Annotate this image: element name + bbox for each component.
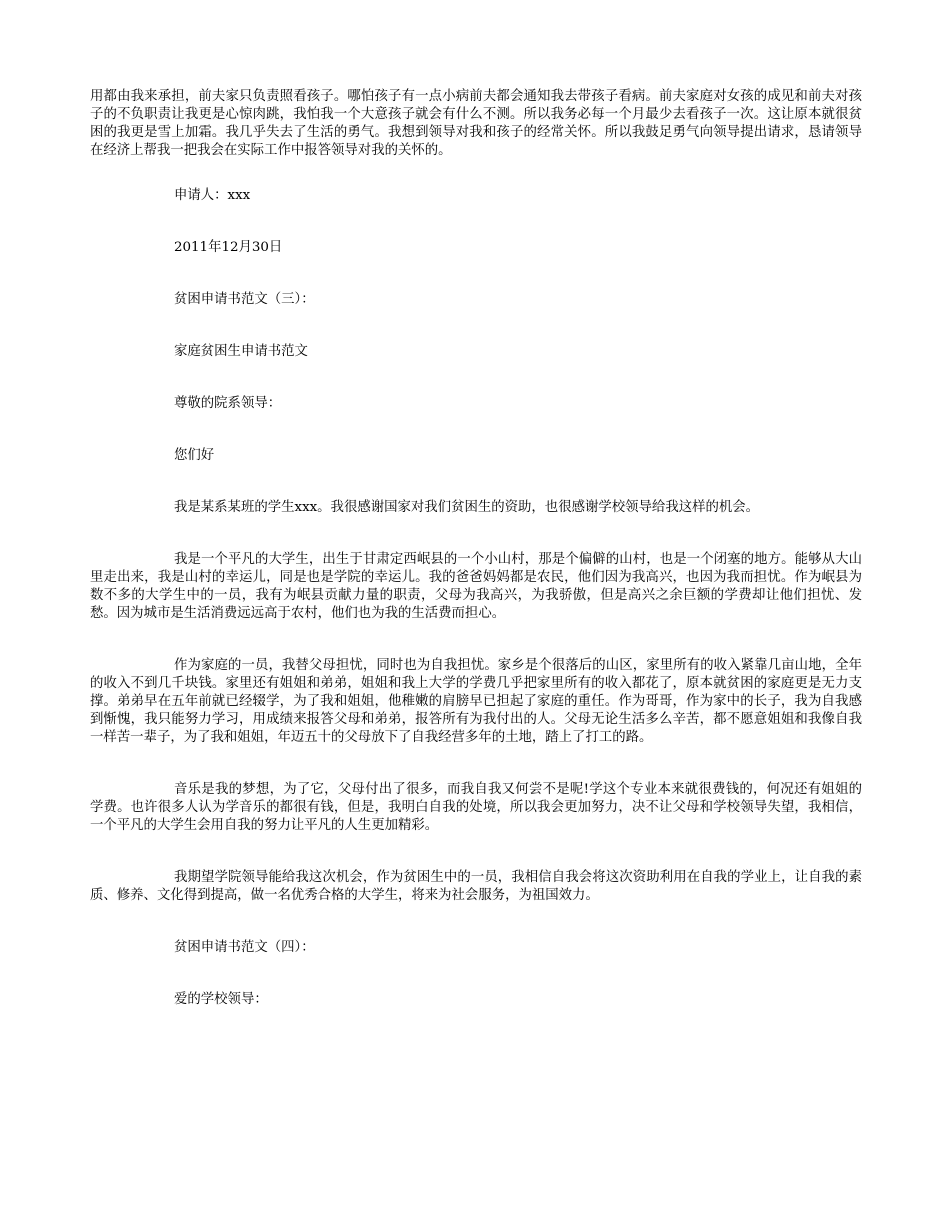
sample-three-subtitle: 家庭贫困生申请书范文 — [174, 344, 308, 359]
family-paragraph: 作为家庭的一员，我替父母担忧，同时也为自我担忧。家乡是个很落后的山区，家里所有的收入紧靠几亩山地，全年的收入不到几千块钱。家里还有姐姐和弟弟，姐姐和我上大学的学费几乎把家里所有的收入都花了，原本就贫困的家庭更是无力支撑。弟弟早在五年前就已经辍学，为了我和姐姐，他稚嫩的肩膀早已担起了家庭的重任。作为哥哥，作为家中的长子，我为自我感到惭愧，我只能努力学习，用成绩来报答父母和弟弟，报答所有为我付出的人。父母无论生活多么辛苦，都不愿意姐姐和我像自我一样苦一辈子，为了我和姐姐，年迈五十的父母放下了自我经营多年的土地，踏上了打工的路。 — [90, 658, 862, 745]
salutation-two: 爱的学校领导： — [174, 992, 268, 1007]
salutation: 尊敬的院系领导： — [174, 396, 282, 411]
student-intro-paragraph: 我是某系某班的学生xxx。我很感谢国家对我们贫困生的资助，也很感谢学校领导给我这样的机会。 — [174, 500, 760, 515]
date-line: 2011年12月30日 — [174, 240, 283, 255]
intro-paragraph: 用都由我来承担，前夫家只负责照看孩子。哪怕孩子有一点小病前夫都会通知我去带孩子看病。前夫家庭对女孩的成见和前夫对孩子的不负职责让我更是心惊肉跳，我怕我一个大意孩子就会有什么不测。所以我务必每一个月最少去看孩子一次。这让原本就很贫困的我更是雪上加霜。我几乎失去了生活的勇气。我想到领导对我和孩子的经常关怀。所以我鼓足勇气向领导提出请求，恳请领导在经济上帮我一把我会在实际工作中报答领导对我的关怀的。 — [90, 89, 862, 158]
hope-paragraph: 我期望学院领导能给我这次机会，作为贫困生中的一员，我相信自我会将这次资助利用在自我的学业上，让自我的素质、修养、文化得到提高，做一名优秀合格的大学生，将来为社会服务，为祖国效力。 — [90, 870, 862, 903]
applicant-line: 申请人：xxx — [174, 188, 251, 203]
greeting: 您们好 — [174, 448, 215, 463]
background-paragraph: 我是一个平凡的大学生，出生于甘肃定西岷县的一个小山村，那是个偏僻的山村，也是一个闭塞的地方。能够从大山里走出来，我是山村的幸运儿，同是也是学院的幸运儿。我的爸爸妈妈都是农民，他们因为我高兴，也因为我而担忧。作为岷县为数不多的大学生中的一员，我有为岷县贡献力量的职责，父母为我高兴，为我骄傲，但是高兴之余巨额的学费却让他们担忧、发愁。因为城市是生活消费远远高于农村，他们也为我的生活费而担心。 — [90, 552, 862, 621]
document-page — [90, 88, 862, 1009]
sample-three-title: 贫困申请书范文（三）： — [174, 292, 315, 307]
music-paragraph: 音乐是我的梦想，为了它，父母付出了很多，而我自我又何尝不是呢!学这个专业本来就很费钱的，何况还有姐姐的学费。也许很多人认为学音乐的都很有钱，但是，我明白自我的处境，所以我会更加努力，决不让父母和学校领导失望，我相信，一个平凡的大学生会用自我的努力让平凡的人生更加精彩。 — [90, 782, 862, 833]
sample-four-title: 贫困申请书范文（四）： — [174, 940, 315, 955]
